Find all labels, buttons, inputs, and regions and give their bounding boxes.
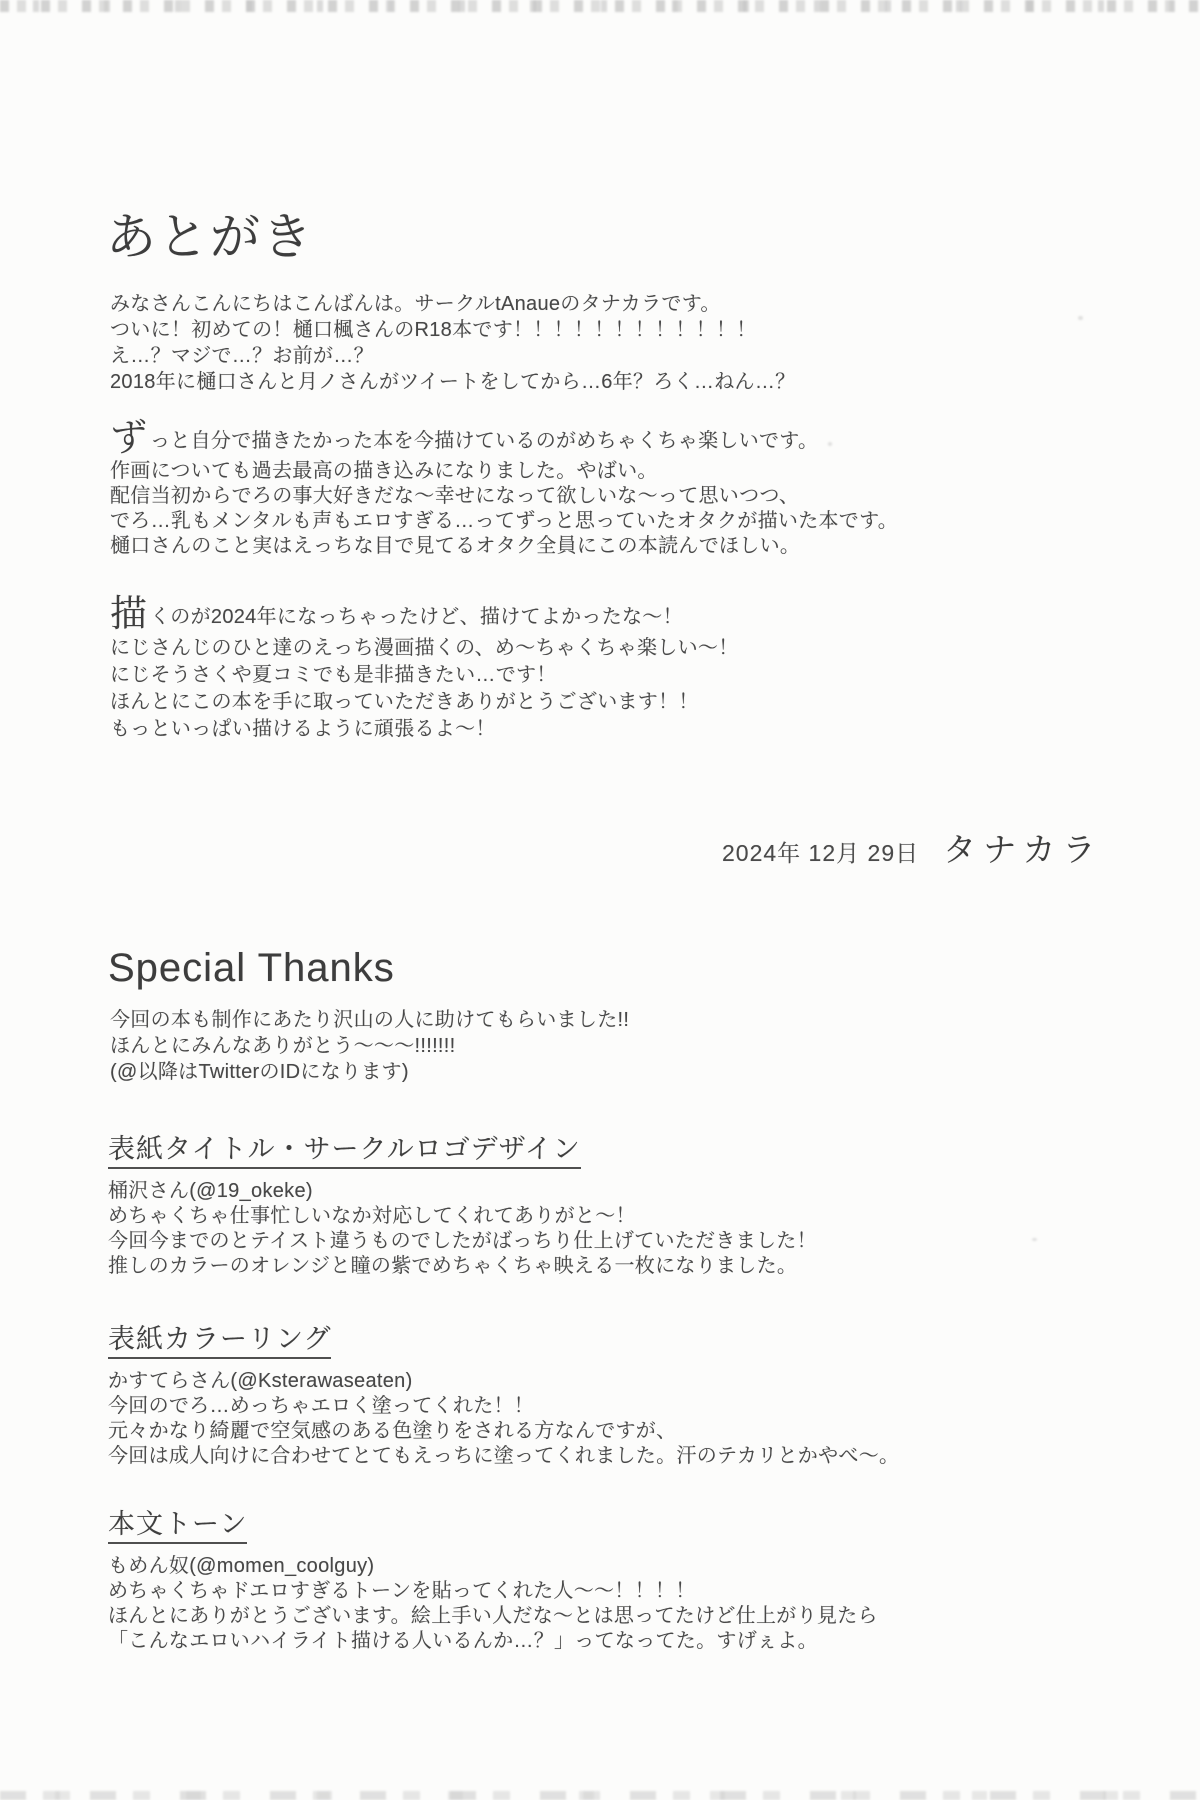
special-thanks-heading: Special Thanks — [108, 946, 395, 990]
credit-line: 推しのカラーのオレンジと瞳の紫でめちゃくちゃ映える一枚になりました。 — [108, 1255, 798, 1278]
author-name: タナカラ — [943, 831, 1103, 868]
paragraph-line: でろ…乳もメンタルも声もエロすぎる…ってずっと思っていたオタクが描いた本です。 — [110, 510, 899, 532]
signoff — [722, 824, 1102, 871]
scan-speck — [1032, 1238, 1037, 1241]
credit-section-tones — [108, 1509, 878, 1654]
credit-line: めちゃくちゃ仕事忙しいなか対応してくれてありがと～！ — [108, 1205, 636, 1228]
credit-line: 今回のでろ…めっちゃエロく塗ってくれた！！ — [108, 1395, 535, 1418]
intro-paragraph — [110, 291, 795, 395]
paragraph-line: 配信当初からでろの事大好きだな～幸せになって欲しいな～って思いつつ、 — [110, 485, 800, 507]
paragraph-two — [110, 419, 898, 559]
credit-line: 元々かなり綺麗で空気感のある色塗りをされる方なんですが、 — [108, 1420, 677, 1443]
scan-bottom-edge-artifact — [0, 1791, 1200, 1800]
paragraph-dropcap: ず — [110, 417, 147, 458]
credit-heading: 表紙タイトル・サークルロゴデザイン — [108, 1134, 581, 1169]
credit-heading: 表紙カラーリング — [108, 1324, 331, 1359]
special-thanks-text — [110, 1007, 629, 1085]
paragraph-line: にじさんじのひと達のえっち漫画描くの、め～ちゃくちゃ楽しい～！ — [110, 637, 739, 659]
paragraph-line: ほんとにこの本を手に取っていただきありがとうございます！！ — [110, 691, 699, 713]
credit-line: もめん奴(@momen_coolguy) — [108, 1555, 375, 1578]
paragraph-line: もっといっぱい描けるように頑張るよ～！ — [110, 718, 496, 740]
credit-line: 「こんなエロいハイライト描ける人いるんか…？」ってなってた。すげぇよ。 — [108, 1630, 818, 1653]
paragraph-line: 樋口さんのこと実はえっちな目で見てるオタク全員にこの本読んでほしい。 — [110, 535, 801, 557]
paragraph-line-text: くのが2024年になっちゃったけど、描けてよかったな～！ — [150, 606, 683, 628]
credit-section-cover-coloring — [108, 1324, 899, 1469]
scan-top-edge-artifact — [0, 0, 1200, 12]
paragraph-dropcap: 描 — [110, 593, 147, 634]
special-thanks-line: 今回の本も制作にあたり沢山の人に助けてもらいました!! — [110, 1009, 630, 1031]
credit-section-cover-logo — [108, 1134, 817, 1279]
credit-line: めちゃくちゃドエロすぎるトーンを貼ってくれた人～～！！！！ — [108, 1580, 696, 1603]
intro-line: 2018年に樋口さんと月ノさんがツイートをしてから…6年？ろく…ねん…？ — [110, 371, 796, 393]
scan-speck — [1078, 316, 1083, 320]
credit-body — [108, 1179, 817, 1279]
intro-line: ついに！初めての！樋口楓さんのR18本です！！！！！！！！！！！！ — [110, 319, 757, 341]
paragraph-line — [110, 419, 898, 456]
special-thanks-line: ほんとにみんなありがとう～～～!!!!!!! — [110, 1035, 456, 1057]
paragraph-line: にじそうさくや夏コミでも是非描きたい…です！ — [110, 664, 557, 686]
paragraph-line: 作画についても過去最高の描き込みになりました。やばい。 — [110, 460, 658, 482]
signoff-date: 2024年 12月 29日 — [722, 840, 920, 866]
credit-heading: 本文トーン — [108, 1509, 247, 1544]
credit-line: 今回は成人向けに合わせてとてもえっちに塗ってくれました。汗のテカリとかやべ～。 — [108, 1445, 900, 1468]
credit-line: ほんとにありがとうございます。絵上手い人だな～とは思ってたけど仕上がり見たら — [108, 1605, 878, 1628]
credit-body — [108, 1369, 899, 1469]
intro-line: みなさんこんにちはこんばんは。サークルtAnaueのタナカラです。 — [110, 293, 721, 315]
special-thanks-line: (@以降はTwitterのIDになります) — [110, 1061, 409, 1083]
paragraph-line-text: っと自分で描きたかった本を今描けているのがめちゃくちゃ楽しいです。 — [150, 430, 819, 452]
afterword-title: あとがき — [106, 209, 314, 265]
scan-speck — [828, 442, 832, 446]
credit-body — [108, 1554, 878, 1654]
credit-line: 今回今までのとテイスト違うものでしたがばっちり仕上げていただきました！ — [108, 1230, 817, 1253]
paragraph-three — [110, 595, 739, 743]
credit-line: かすてらさん(@Ksterawaseaten) — [108, 1370, 413, 1393]
credit-line: 桶沢さん(@19_okeke) — [108, 1180, 313, 1203]
intro-line: え…？マジで…？お前が…？ — [110, 345, 374, 367]
paragraph-line — [110, 595, 739, 632]
